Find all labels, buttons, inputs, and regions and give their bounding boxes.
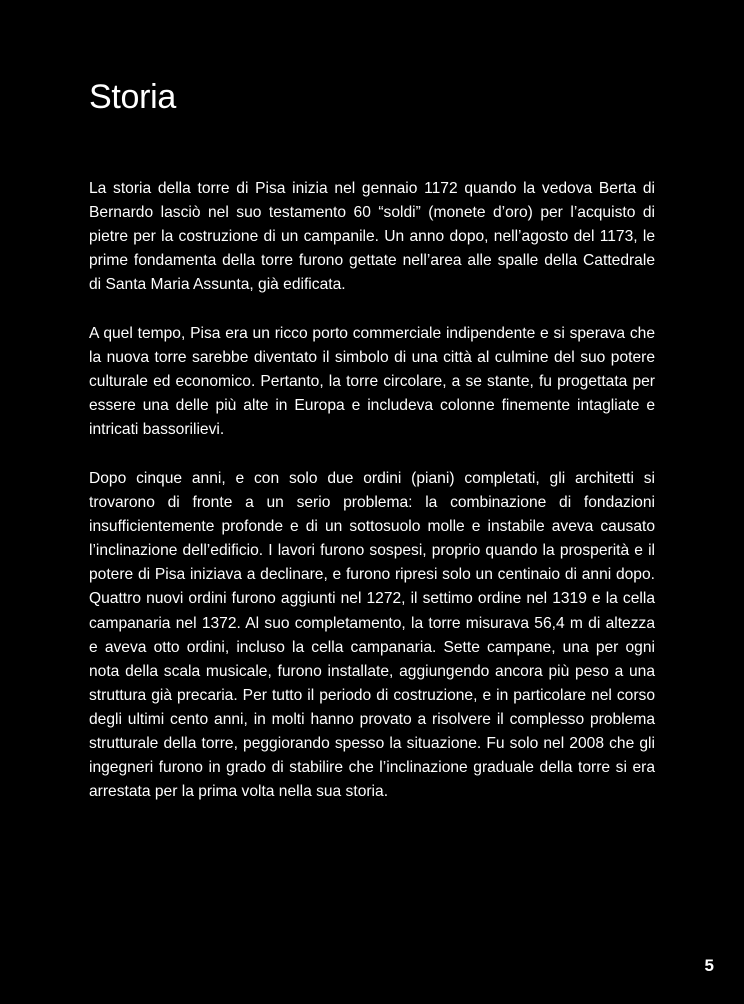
paragraph-construction-problems: Dopo cinque anni, e con solo due ordini (piani) completati, gli architetti si trovarono di fronte a un serio problema: la combinazione di fondazioni insufficientemente profonde e di un sottosuolo molle e instabile aveva causato l’inclinazione dell’edificio. I lavori furono sospesi, proprio quando la prosperità e il potere di Pisa iniziava a declinare, e furono ripresi solo un centinaio di anni dopo. Quattro nuovi ordini furono aggiunti nel 1272, il settimo ordine nel 1319 e la cella campanaria nel 1372. Al suo completamento, la torre misurava 56,4 m di altezza e aveva otto ordini, incluso la cella campanaria. Sette campane, una per ogni nota della scala musicale, furono installate, aggiungendo ancora più peso a una struttura già precaria. Per tutto il periodo di costruzione, e in particolare nel corso degli ultimi cento anni, in molti hanno provato a risolvere il complesso problema strutturale della torre, peggiorando spesso la situazione. Fu solo nel 2008 che gli ingegneri furono in grado di stabilire che l’inclinazione graduale della torre si era arrestata per la prima volta nella sua storia.: [89, 469, 655, 801]
page-title: Storia: [89, 78, 177, 116]
paragraph-history-origin: La storia della torre di Pisa inizia nel gennaio 1172 quando la vedova Berta di Bernardo lasciò nel suo testamento 60 “soldi” (monete d’oro) per l’acquisto di pietre per la costruzione di un campanile. Un anno dopo, nell’agosto del 1173, le prime fondamenta della torre furono gettate nell’area alle spalle della Cattedrale di Santa Maria Assunta, già edificata.: [89, 180, 655, 294]
body-text: [89, 177, 655, 829]
paragraph-pisa-context: A quel tempo, Pisa era un ricco porto commerciale indipendente e si sperava che la nuova torre sarebbe diventato il simbolo di una città al culmine del suo potere culturale ed economico. Pertanto, la torre circolare, a se stante, fu progettata per essere una delle più alte in Europa e includeva colonne finemente intagliate e intricati bassorilievi.: [89, 324, 655, 439]
page-number: 5: [704, 956, 714, 975]
